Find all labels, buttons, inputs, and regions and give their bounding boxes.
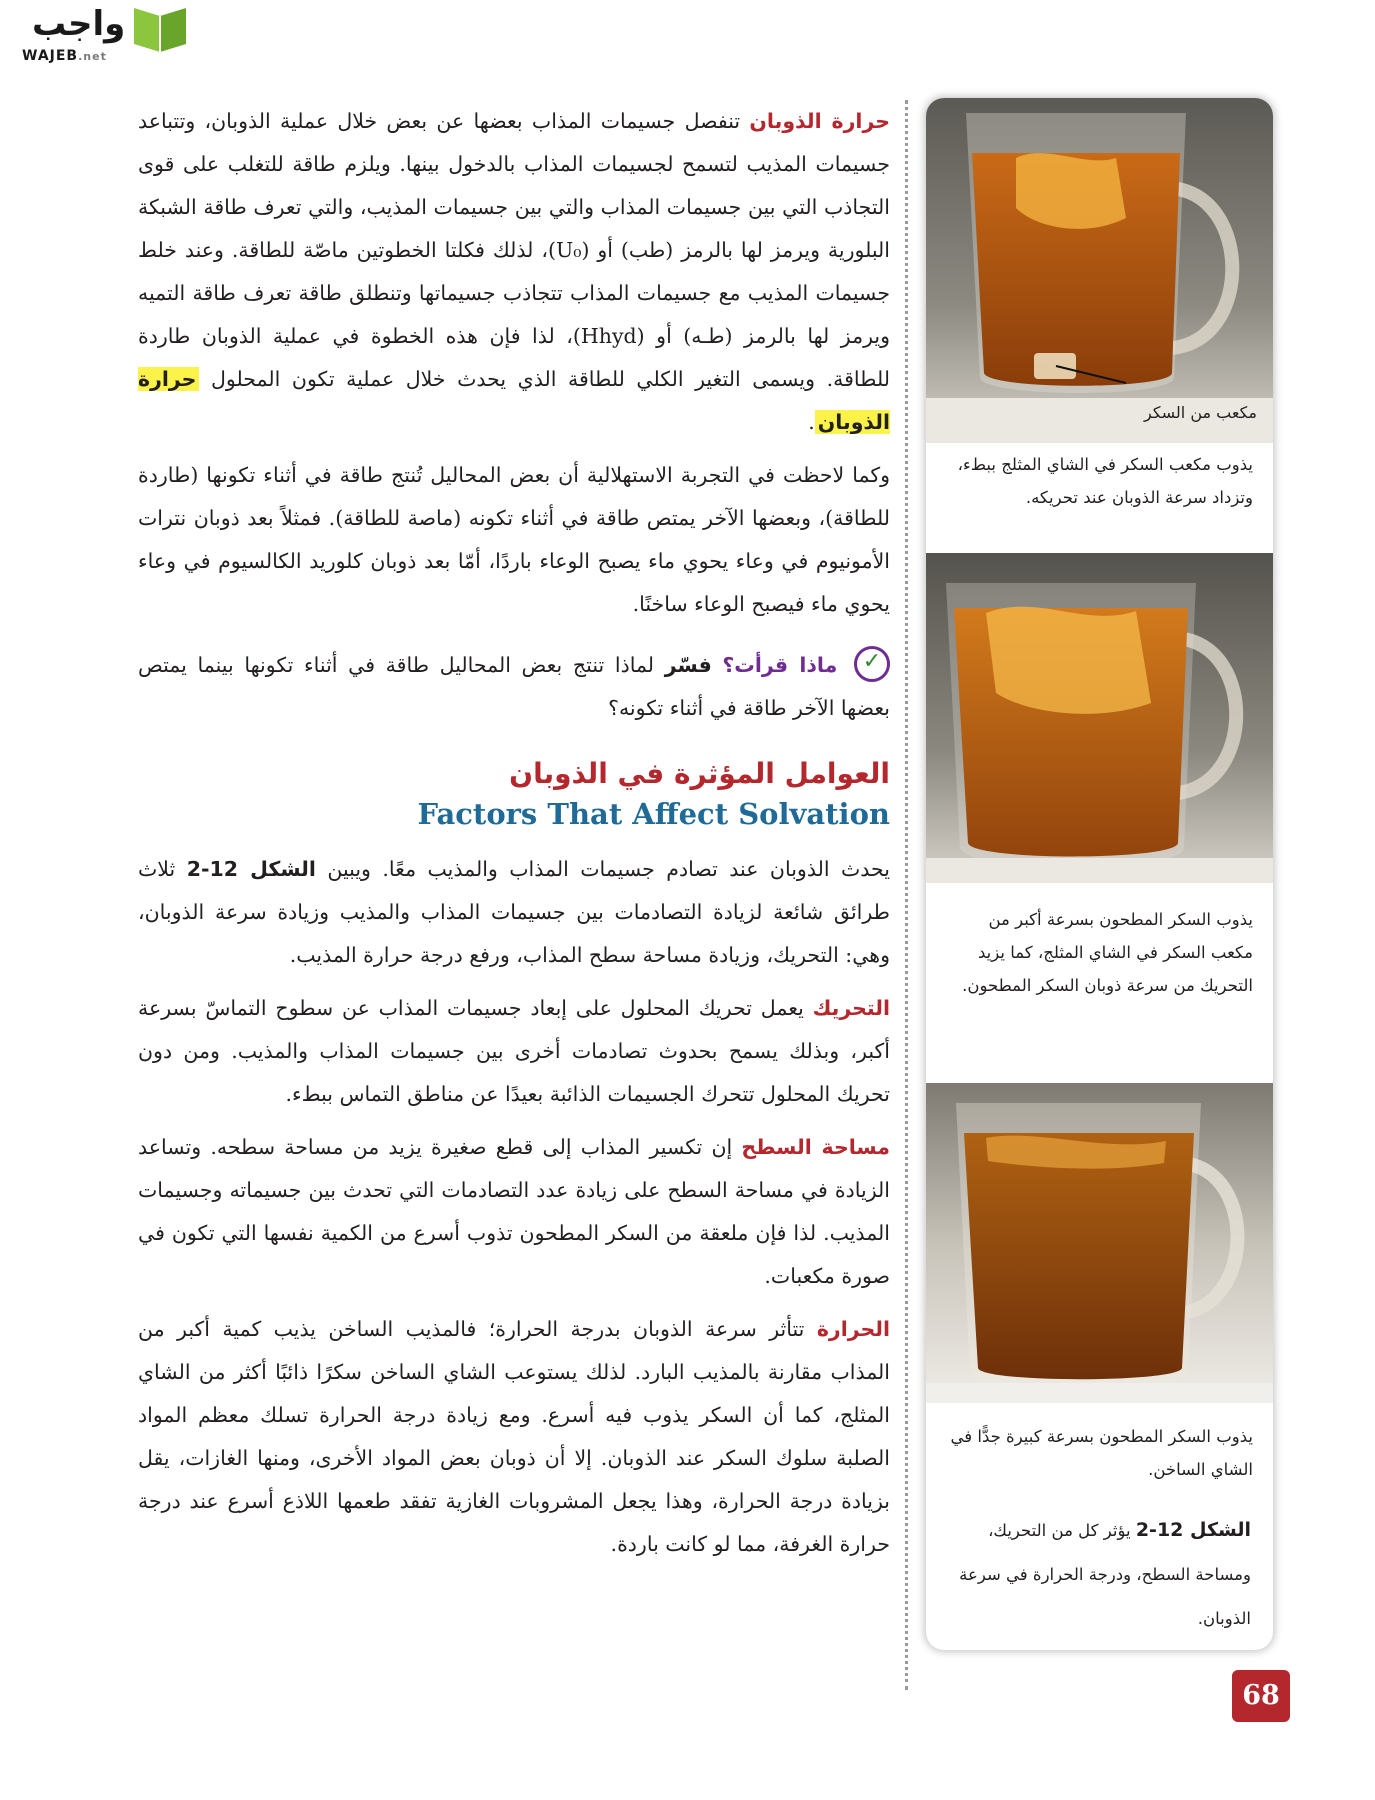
figure-reference: الشكل 12-2 (186, 857, 316, 881)
highlight-heat-of-solution: حرارة الذوبان (138, 367, 890, 434)
page-number: 68 (1232, 1670, 1290, 1722)
caption-iced-tea-cube: يذوب مكعب السكر في الشاي المثلج ببطء، وتزداد سرعة الذوبان عند تحريكه. (957, 455, 1253, 507)
figure-caption (942, 1508, 1251, 1641)
paragraph-text: إن تكسير المذاب إلى قطع صغيرة يزيد من مساحة سطحه. وتساعد الزيادة في مساحة السطح على زيادة عدد التصادمات التي تحدث بين جسيماته وجسيمات المذيب. لذا فإن ملعقة من السكر المطحون تذوب أسرع من الكمية نفسها التي تكون في صورة مكعبات. (138, 1135, 890, 1288)
term-surface-area: مساحة السطح (741, 1135, 890, 1159)
term-stirring: التحريك (812, 996, 890, 1020)
period: . (808, 410, 815, 434)
photo-hot-tea-powder (926, 1083, 1273, 1403)
logo-subtitle: WAJEB.net (22, 48, 107, 64)
paragraph-exo-endo: وكما لاحظت في التجربة الاستهلالية أن بعض المحاليل تُنتج طاقة في أثناء تكونها (طاردة للطاقة)، وبعضها الآخر يمتص طاقة في أثناء تكونه (ماصة للطاقة). فمثلاً بعد ذوبان نترات الأمونيوم في وعاء يحوي ماء يصبح الوعاء باردًا، أمّا بعد ذوبان كلوريد الكالسيوم في وعاء يحوي ماء فيصبح الوعاء ساخنًا. (138, 463, 890, 616)
figure-label: الشكل 12-2 (1135, 1519, 1251, 1541)
section-title-arabic: العوامل المؤثرة في الذوبان (509, 757, 890, 790)
paragraph-text: يحدث الذوبان عند تصادم جسيمات المذاب والمذيب معًا. ويبين (315, 857, 890, 881)
paragraph-text: تتأثر سرعة الذوبان بدرجة الحرارة؛ فالمذيب الساخن يذيب كمية أكبر من المذاب مقارنة بالمذيب البارد. لذلك يستوعب الشاي الساخن سكرًا ذائبًا أكثر من الشاي المثلج، كما أن السكر يذوب فيه أسرع. ومع زيادة درجة الحرارة تسلك معظم المواد الصلبة سلوك السكر عند الذوبان. إلا أن ذوبان بعض المواد الأخرى، ومنها الغازات، يقل بزيادة درجة الحرارة، وهذا يجعل المشروبات الغازية تفقد طعمها اللاذع أسرع عند درجة حرارة الغرفة، مما لو كانت باردة. (138, 1317, 890, 1556)
reading-check-verb: فسّر (664, 653, 712, 677)
reading-check (138, 644, 890, 730)
paragraph-text: يعمل تحريك المحلول على إبعاد جسيمات المذاب عن سطوح التماسّ بسرعة أكبر، وبذلك يسمح بحدوث تصادمات أخرى بين جسيمات المذاب والمذيب. ومن دون تحريك المحلول تتحرك الجسيمات الذائبة بعيدًا عن مناطق التماس ببطء. (138, 996, 890, 1106)
figure-caption-text: يؤثر كل من التحريك، ومساحة السطح، ودرجة الحرارة في سرعة الذوبان. (959, 1521, 1251, 1628)
paragraph-surface-area (138, 1126, 890, 1298)
photo-iced-tea-cube (926, 98, 1273, 443)
column-divider (905, 100, 908, 1690)
term-temperature: الحرارة (816, 1317, 890, 1341)
checkmark-icon: ✓ (854, 646, 890, 682)
logo-word: واجب (32, 4, 126, 44)
main-text-column (138, 100, 890, 1576)
paragraph-text: ثلاث طرائق شائعة لزيادة التصادمات بين جسيمات المذاب والمذيب وزيادة سرعة الذوبان، وهي: التحريك، وزيادة مساحة سطح المذاب، ورفع درجة حرارة المذيب. (138, 857, 890, 967)
caption-iced-tea-powder: يذوب السكر المطحون بسرعة أكبر من مكعب السكر في الشاي المثلج، كما يزيد التحريك من سرعة ذوبان السكر المطحون. (962, 910, 1253, 995)
section-title-english: Factors That Affect Solvation (417, 797, 890, 831)
caption-hot-tea: يذوب السكر المطحون بسرعة كبيرة جدًّا في الشاي الساخن. (950, 1427, 1253, 1479)
reading-check-label: ماذا قرأت؟ (722, 653, 838, 677)
term-heat-of-solution: حرارة الذوبان (749, 109, 890, 133)
paragraph-stirring (138, 987, 890, 1116)
figure-sidebar (926, 98, 1273, 1650)
reading-check-question: لماذا تنتج بعض المحاليل طاقة في أثناء تكونها بينما يمتص بعضها الآخر طاقة في أثناء تكونه؟ (138, 653, 890, 720)
sugar-cube-label: مكعب من السكر (1143, 403, 1257, 422)
paragraph-temperature (138, 1308, 890, 1566)
paragraph-text: تنفصل جسيمات المذاب بعضها عن بعض خلال عملية الذوبان، وتتباعد جسيمات المذيب لتسمح لجسيمات المذاب بالدخول بينها. ويلزم طاقة للتغلب على قوى التجاذب التي بين جسيمات المذاب والتي بين جسيمات المذيب، والتي تعرف طاقة الشبكة البلورية ويرمز لها بالرمز (طب) أو (U₀)، لذلك فكلتا الخطوتين ماصّة للطاقة. وعند خلط جسيمات المذيب مع جسيمات المذاب تتجاذب جسيماتها وتنطلق طاقة تعرف طاقة التميه ويرمز لها بالرمز (طـه) أو (Hhyd)، لذا فإن هذه الخطوة في عملية الذوبان طاردة للطاقة. ويسمى التغير الكلي للطاقة الذي يحدث خلال عملية تكون المحلول (138, 109, 891, 391)
book-icon (130, 6, 190, 54)
paragraph-factors-intro (138, 848, 890, 977)
wajeb-logo[interactable] (10, 4, 190, 68)
paragraph-heat-of-solution (138, 100, 890, 444)
photo-iced-tea-powder (926, 553, 1273, 883)
